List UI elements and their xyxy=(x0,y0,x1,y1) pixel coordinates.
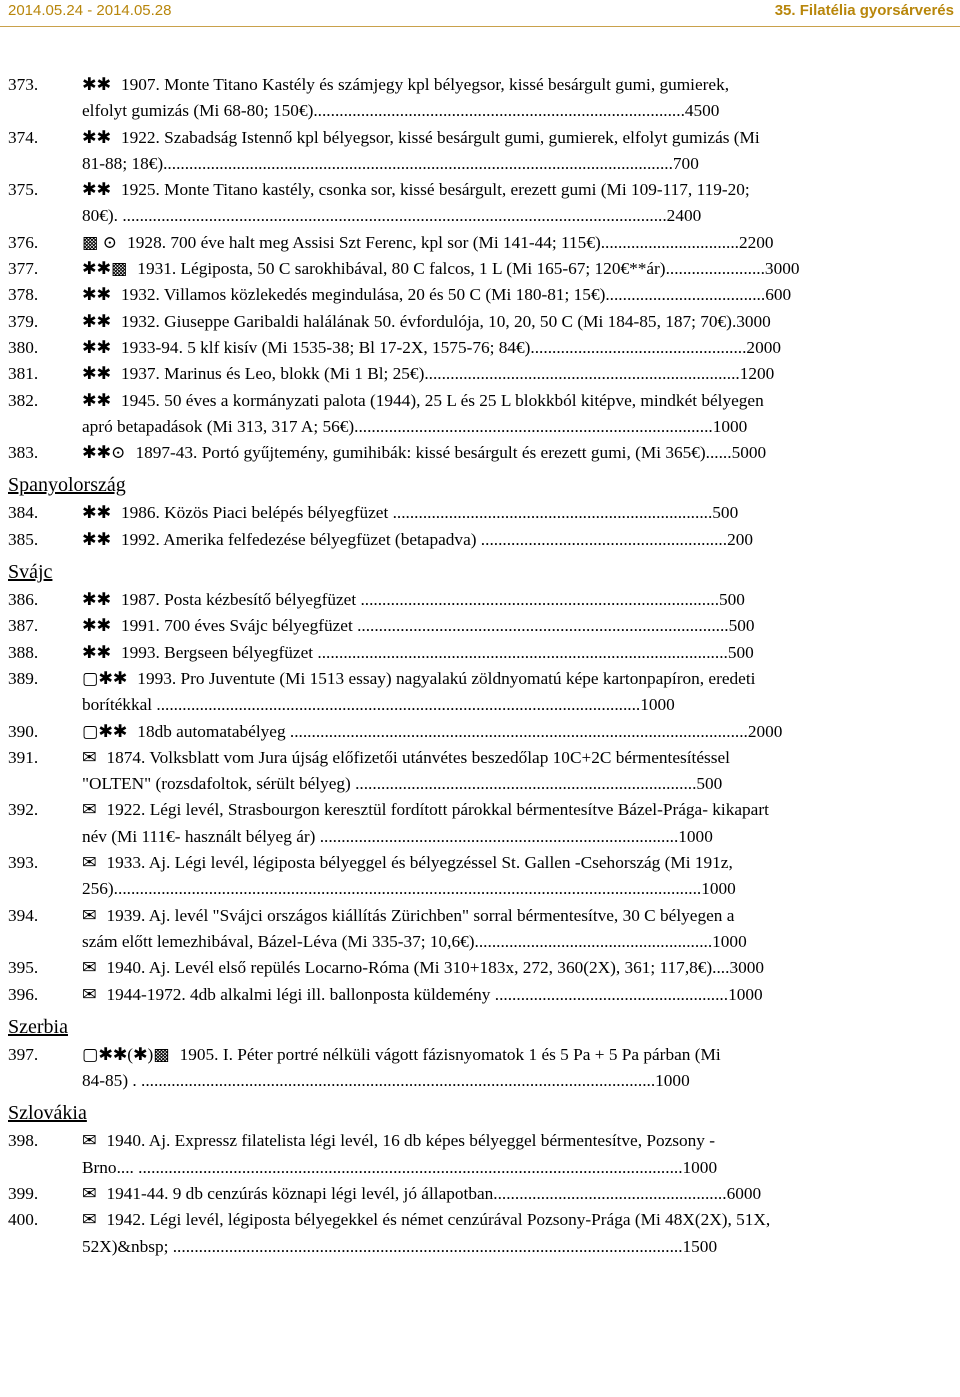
condition-icon: ✱✱ xyxy=(82,285,111,305)
lot-description-line: ✱✱▩ 1931. Légiposta, 50 C sarokhibával, 80 C falcos, 1 L (Mi 165-67; 120€**ár).......................3000 xyxy=(82,259,800,279)
lot-entry xyxy=(0,850,960,903)
lot-description-line: ✱✱ 1993. Bergseen bélyegfüzet ...............................................................................................500 xyxy=(82,642,754,662)
condition-icon: ▢✱✱ xyxy=(82,668,128,688)
lot-number: 383. xyxy=(8,443,39,463)
lot-number: 397. xyxy=(8,1044,39,1064)
condition-icon: ✱✱ xyxy=(82,364,111,384)
lot-description-line: ✱✱ 1945. 50 éves a kormányzati palota (1944), 25 L és 25 L blokkból kitépve, mindkét bélyegen xyxy=(82,390,764,410)
lot-description-line: ✱✱ 1992. Amerika felfedezése bélyegfüzet (betapadva) .........................................................200 xyxy=(82,529,753,549)
condition-icon: ✱✱ xyxy=(82,503,111,523)
header-auction-title: 35. Filatélia gyorsárverés xyxy=(774,2,954,19)
lot-description-line: ✉ 1942. Légi levél, légiposta bélyegekkel és német cenzúrával Pozsony-Prága (Mi 48X(2X), 51X, xyxy=(82,1210,771,1230)
section-heading: Szlovákia xyxy=(8,1102,87,1125)
condition-icon: ✉ xyxy=(82,853,97,873)
lot-number: 395. xyxy=(8,958,39,978)
lot-number: 399. xyxy=(8,1183,39,1203)
lot-entry xyxy=(0,72,960,125)
lot-description-line: apró betapadások (Mi 313, 317 A; 56€)...................................................................................1000 xyxy=(82,416,748,436)
lot-number: 393. xyxy=(8,853,39,873)
header-date-range: 2014.05.24 - 2014.05.28 xyxy=(8,2,172,19)
lot-entry xyxy=(0,955,960,981)
lot-entry xyxy=(0,640,960,666)
lot-description-line: ✉ 1940. Aj. Levél első repülés Locarno-Róma (Mi 310+183x, 272, 360(2X), 361; 117,8€)....3000 xyxy=(82,958,765,978)
lot-description-line: ✱✱⊙ 1897-43. Portó gyűjtemény, gumihibák: kissé besárgult és erezett gumi, (Mi 365€)......5000 xyxy=(82,443,767,463)
lot-entry xyxy=(0,500,960,526)
lot-entry xyxy=(0,256,960,282)
lot-description-line: Brno.... ..............................................................................................................................1000 xyxy=(82,1157,718,1177)
lot-description-line: ✉ 1874. Volksblatt vom Jura újság előfizetői utánvétes beszedőlap 10C+2C bérmentesítéssel xyxy=(82,747,730,767)
lot-entry xyxy=(0,1042,960,1095)
lot-entry xyxy=(0,527,960,553)
lot-number: 389. xyxy=(8,668,39,688)
lot-description-line: 256)........................................................................................................................................1000 xyxy=(82,879,736,899)
condition-icon: ✱✱▩ xyxy=(82,259,128,279)
lot-number: 378. xyxy=(8,285,39,305)
lot-description-line: ▢✱✱(✱)▩ 1905. I. Péter portré nélküli vágott fázisnyomatok 1 és 5 Pa + 5 Pa párban (Mi xyxy=(82,1044,721,1064)
lot-description-line: 52X)&nbsp; ......................................................................................................................1500 xyxy=(82,1236,718,1256)
lot-description-line: 80€). ..............................................................................................................................2400 xyxy=(82,206,702,226)
condition-icon: ✉ xyxy=(82,1210,97,1230)
lot-number: 390. xyxy=(8,721,39,741)
lot-entry xyxy=(0,797,960,850)
lot-description-line: ▩ ⊙ 1928. 700 éve halt meg Assisi Szt Ferenc, kpl sor (Mi 141-44; 115€)................................2200 xyxy=(82,232,774,252)
lot-entry xyxy=(0,666,960,719)
lot-number: 398. xyxy=(8,1131,39,1151)
condition-icon: ✱✱ xyxy=(82,642,111,662)
lot-number: 377. xyxy=(8,259,39,279)
condition-icon: ▢✱✱(✱)▩ xyxy=(82,1044,170,1064)
lot-description-line: ✱✱ 1932. Villamos közlekedés megindulása, 20 és 50 C (Mi 180-81; 15€).....................................600 xyxy=(82,285,792,305)
lot-entry xyxy=(0,361,960,387)
lot-number: 385. xyxy=(8,529,39,549)
condition-icon: ✉ xyxy=(82,984,97,1004)
lot-description-line: ✉ 1941-44. 9 db cenzúrás köznapi légi levél, jó állapotban......................................................6000 xyxy=(82,1183,762,1203)
lot-description-line: név (Mi 111€- használt bélyeg ár) ...................................................................................1000 xyxy=(82,826,713,846)
lot-number: 392. xyxy=(8,800,39,820)
lot-entry xyxy=(0,613,960,639)
lot-description-line: 84-85) . .......................................................................................................................1000 xyxy=(82,1071,690,1091)
condition-icon: ✉ xyxy=(82,747,97,767)
lot-number: 373. xyxy=(8,75,39,94)
lot-number: 381. xyxy=(8,364,39,384)
lot-entry xyxy=(0,125,960,178)
lot-entry xyxy=(0,335,960,361)
lot-entry xyxy=(0,440,960,466)
lot-description-line: ✱✱ 1937. Marinus és Leo, blokk (Mi 1 Bl; 25€).........................................................................1200 xyxy=(82,364,775,384)
lot-entry xyxy=(0,745,960,798)
lot-number: 396. xyxy=(8,984,39,1004)
lot-description-line: szám előtt lemezhibával, Bázel-Léva (Mi 335-37; 10,6€).......................................................1000 xyxy=(82,931,747,951)
lot-description-line: ✱✱ 1922. Szabadság Istennő kpl bélyegsor, kissé besárgult gumi, gumierek, elfolyt gumizás (Mi xyxy=(82,127,760,147)
condition-icon: ✱✱ xyxy=(82,311,111,331)
lot-entry xyxy=(0,982,960,1008)
lot-number: 387. xyxy=(8,616,39,636)
lot-description-line: "OLTEN" (rozsdafoltok, sérült bélyeg) ...............................................................................500 xyxy=(82,774,723,794)
lot-description-line: ✉ 1939. Aj. levél "Svájci országos kiállítás Zürichben" sorral bérmentesítve, 30 C bélyegen a xyxy=(82,905,735,925)
lot-description-line: ✉ 1933. Aj. Légi levél, légiposta bélyeggel és bélyegzéssel St. Gallen -Csehország (Mi 191z, xyxy=(82,853,733,873)
lot-entry xyxy=(0,282,960,308)
condition-icon: ▩ ⊙ xyxy=(82,232,118,252)
lot-description-line: ✱✱ 1986. Közös Piaci belépés bélyegfüzet ..........................................................................500 xyxy=(82,503,739,523)
lot-description-line: ✱✱ 1907. Monte Titano Kastély és számjegy kpl bélyegsor, kissé besárgult gumi, gumierek, xyxy=(82,75,730,94)
section-heading: Svájc xyxy=(8,561,53,584)
lot-description-line: ✉ 1944-1972. 4db alkalmi légi ill. ballonposta küldemény ......................................................1000 xyxy=(82,984,763,1004)
lot-description-line: ✱✱ 1932. Giuseppe Garibaldi halálának 50. évfordulója, 10, 20, 50 C (Mi 184-85, 187; 70€).3000 xyxy=(82,311,771,331)
condition-icon: ✱✱ xyxy=(82,529,111,549)
condition-icon: ✉ xyxy=(82,1183,97,1203)
header-divider xyxy=(0,26,960,27)
lot-number: 384. xyxy=(8,503,39,523)
condition-icon: ✱✱ xyxy=(82,337,111,357)
lot-description-line: ✱✱ 1933-94. 5 klf kisív (Mi 1535-38; Bl 17-2X, 1575-76; 84€)..................................................2000 xyxy=(82,337,781,357)
condition-icon: ✱✱ xyxy=(82,127,111,147)
condition-icon: ✱✱ xyxy=(82,390,111,410)
condition-icon: ✉ xyxy=(82,1131,97,1151)
lot-entry xyxy=(0,309,960,335)
lot-entry xyxy=(0,719,960,745)
lot-number: 374. xyxy=(8,127,39,147)
lot-description-line: ▢✱✱ 18db automatabélyeg ..........................................................................................................2000 xyxy=(82,721,783,741)
lot-entry xyxy=(0,230,960,256)
lot-entry xyxy=(0,1181,960,1207)
lot-description-line: borítékkal ................................................................................................................1000 xyxy=(82,695,675,715)
condition-icon: ✱✱ xyxy=(82,75,111,94)
condition-icon: ✱✱ xyxy=(82,616,111,636)
lot-number: 379. xyxy=(8,311,39,331)
lot-description-line: ✱✱ 1991. 700 éves Svájc bélyegfüzet ......................................................................................500 xyxy=(82,616,755,636)
lot-entry xyxy=(0,388,960,441)
lot-number: 382. xyxy=(8,390,39,410)
lot-entry xyxy=(0,177,960,230)
lot-number: 391. xyxy=(8,747,39,767)
condition-icon: ▢✱✱ xyxy=(82,721,128,741)
section-heading: Spanyolország xyxy=(8,474,126,497)
lot-entry xyxy=(0,587,960,613)
lot-number: 376. xyxy=(8,232,39,252)
lot-description-line: ✱✱ 1987. Posta kézbesítő bélyegfüzet ...................................................................................500 xyxy=(82,590,745,610)
lot-entry xyxy=(0,903,960,956)
lot-description-line: ▢✱✱ 1993. Pro Juventute (Mi 1513 essay) nagyalakú zöldnyomatú képe kartonpapíron, eredeti xyxy=(82,668,756,688)
lot-description-line: elfolyt gumizás (Mi 68-80; 150€)......................................................................................4500 xyxy=(82,101,720,121)
lot-description-line: ✱✱ 1925. Monte Titano kastély, csonka sor, kissé besárgult, erezett gumi (Mi 109-117, 119-20; xyxy=(82,180,750,200)
lot-description-line: 81-88; 18€)......................................................................................................................700 xyxy=(82,153,699,173)
condition-icon: ✱✱ xyxy=(82,590,111,610)
lot-number: 388. xyxy=(8,642,39,662)
lot-description-line: ✉ 1940. Aj. Expressz filatelista légi levél, 16 db képes bélyeggel bérmentesítve, Pozsony - xyxy=(82,1131,716,1151)
lot-list xyxy=(0,72,960,1260)
lot-number: 386. xyxy=(8,590,39,610)
condition-icon: ✉ xyxy=(82,800,97,820)
lot-number: 394. xyxy=(8,905,39,925)
lot-number: 375. xyxy=(8,180,39,200)
condition-icon: ✱✱ xyxy=(82,180,111,200)
lot-description-line: ✉ 1922. Légi levél, Strasbourgon keresztül fordított párokkal bérmentesítve Bázel-Prága- kikapart xyxy=(82,800,769,820)
section-heading: Szerbia xyxy=(8,1015,68,1038)
condition-icon: ✉ xyxy=(82,958,97,978)
condition-icon: ✉ xyxy=(82,905,97,925)
lot-number: 400. xyxy=(8,1210,39,1230)
lot-entry xyxy=(0,1128,960,1181)
lot-number: 380. xyxy=(8,337,39,357)
lot-entry xyxy=(0,1207,960,1260)
condition-icon: ✱✱⊙ xyxy=(82,443,126,463)
